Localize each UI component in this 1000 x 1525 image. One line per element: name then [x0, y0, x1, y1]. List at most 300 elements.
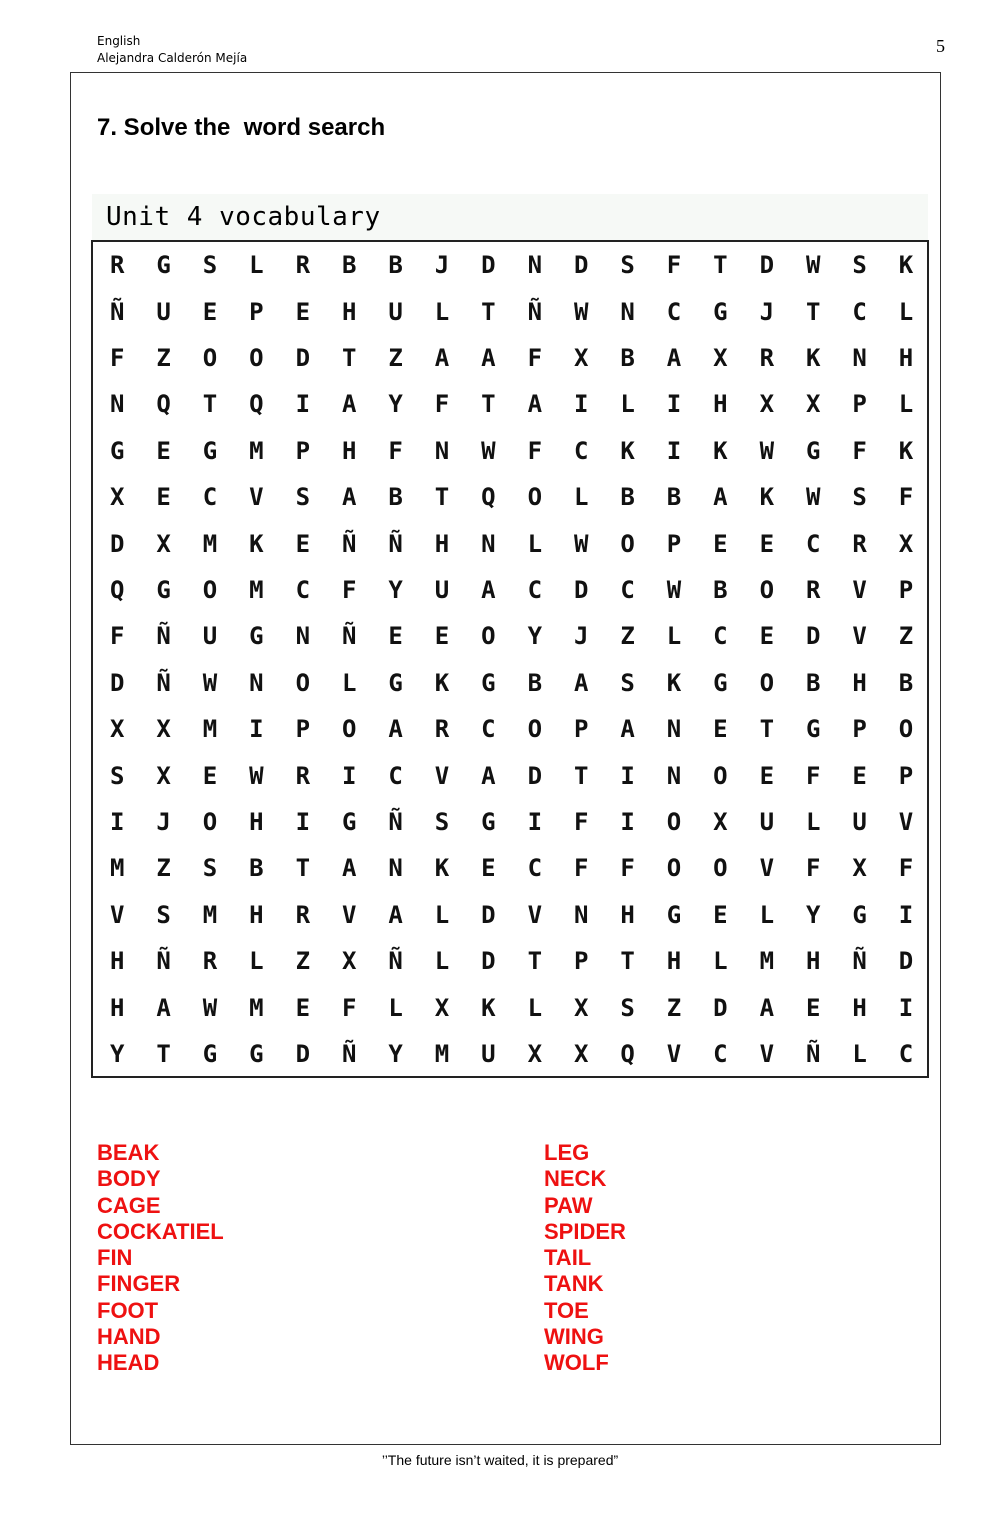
grid-letter[interactable]: Ñ — [109, 297, 125, 326]
grid-letter[interactable]: O — [713, 761, 728, 790]
grid-letter[interactable]: F — [805, 854, 821, 883]
grid-letter[interactable]: F — [341, 575, 357, 604]
grid-letter[interactable]: T — [620, 947, 635, 976]
grid-letter[interactable]: T — [341, 343, 357, 372]
grid-letter[interactable]: W — [202, 668, 218, 697]
grid-letter[interactable]: B — [620, 483, 635, 512]
grid-letter[interactable]: Ñ — [156, 947, 171, 976]
grid-letter[interactable]: V — [249, 483, 264, 512]
grid-letter[interactable]: D — [481, 947, 496, 976]
grid-letter[interactable]: R — [434, 715, 450, 744]
grid-letter[interactable]: F — [341, 993, 357, 1022]
grid-letter[interactable]: V — [898, 807, 914, 836]
grid-letter[interactable]: Q — [249, 390, 264, 419]
grid-letter[interactable]: V — [759, 854, 775, 883]
grid-letter[interactable]: X — [713, 343, 728, 372]
grid-letter[interactable]: L — [573, 483, 589, 512]
grid-letter[interactable]: N — [295, 622, 311, 651]
grid-letter[interactable]: M — [249, 993, 264, 1022]
grid-letter[interactable]: F — [898, 854, 914, 883]
grid-letter[interactable]: D — [805, 622, 821, 651]
grid-letter[interactable]: R — [759, 343, 775, 372]
grid-letter[interactable]: T — [481, 390, 496, 419]
grid-letter[interactable]: X — [573, 343, 589, 372]
grid-letter[interactable]: X — [852, 854, 867, 883]
grid-letter[interactable]: E — [295, 529, 311, 558]
grid-letter[interactable]: L — [898, 297, 914, 326]
grid-letter[interactable]: G — [202, 436, 218, 465]
grid-letter[interactable]: Q — [481, 483, 496, 512]
grid-letter[interactable]: S — [852, 483, 867, 512]
grid-letter[interactable]: H — [341, 297, 357, 326]
grid-letter[interactable]: V — [109, 900, 125, 929]
grid-letter[interactable]: X — [109, 483, 125, 512]
grid-letter[interactable]: D — [759, 251, 775, 280]
grid-letter[interactable]: G — [202, 1039, 218, 1068]
grid-letter[interactable]: Q — [156, 390, 171, 419]
grid-letter[interactable]: M — [249, 575, 264, 604]
grid-letter[interactable]: E — [295, 297, 311, 326]
grid-letter[interactable]: X — [156, 715, 171, 744]
grid-letter[interactable]: P — [249, 297, 264, 326]
grid-letter[interactable]: E — [202, 297, 218, 326]
grid-letter[interactable]: L — [666, 622, 682, 651]
grid-letter[interactable]: X — [156, 761, 171, 790]
grid-letter[interactable]: L — [713, 947, 728, 976]
grid-letter[interactable]: D — [573, 251, 589, 280]
grid-letter[interactable]: A — [434, 343, 450, 372]
grid-letter[interactable]: N — [573, 900, 589, 929]
grid-letter[interactable]: P — [898, 575, 914, 604]
grid-letter[interactable]: H — [620, 900, 635, 929]
grid-letter[interactable]: A — [341, 854, 357, 883]
grid-letter[interactable]: O — [759, 668, 775, 697]
grid-letter[interactable]: S — [202, 854, 218, 883]
grid-letter[interactable]: B — [527, 668, 543, 697]
grid-letter[interactable]: O — [202, 343, 218, 372]
grid-letter[interactable]: X — [341, 947, 357, 976]
grid-letter[interactable]: F — [852, 436, 867, 465]
grid-letter[interactable]: Ñ — [341, 1039, 357, 1068]
grid-letter[interactable]: G — [852, 900, 867, 929]
grid-letter[interactable]: Ñ — [805, 1039, 821, 1068]
grid-letter[interactable]: P — [573, 947, 589, 976]
grid-letter[interactable]: P — [573, 715, 589, 744]
grid-letter[interactable]: N — [388, 854, 403, 883]
grid-letter[interactable]: T — [527, 947, 543, 976]
grid-letter[interactable]: Ñ — [156, 622, 171, 651]
grid-letter[interactable]: X — [573, 993, 589, 1022]
grid-letter[interactable]: W — [481, 436, 496, 465]
grid-letter[interactable]: C — [852, 297, 867, 326]
grid-letter[interactable]: I — [620, 807, 635, 836]
grid-letter[interactable]: N — [666, 715, 682, 744]
grid-letter[interactable]: O — [527, 483, 543, 512]
grid-letter[interactable]: T — [805, 297, 821, 326]
grid-letter[interactable]: H — [249, 900, 264, 929]
grid-letter[interactable]: Y — [805, 900, 821, 929]
grid-letter[interactable]: E — [759, 529, 775, 558]
grid-letter[interactable]: O — [666, 854, 682, 883]
grid-letter[interactable]: A — [156, 993, 171, 1022]
grid-letter[interactable]: B — [620, 343, 635, 372]
grid-letter[interactable]: V — [852, 622, 867, 651]
grid-letter[interactable]: T — [156, 1039, 171, 1068]
grid-letter[interactable]: C — [713, 1039, 728, 1068]
grid-letter[interactable]: C — [620, 575, 635, 604]
grid-letter[interactable]: C — [481, 715, 496, 744]
grid-letter[interactable]: P — [295, 715, 311, 744]
grid-letter[interactable]: S — [620, 668, 635, 697]
grid-letter[interactable]: C — [527, 575, 543, 604]
grid-letter[interactable]: Ñ — [388, 807, 403, 836]
grid-letter[interactable]: F — [620, 854, 635, 883]
grid-letter[interactable]: C — [295, 575, 311, 604]
grid-letter[interactable]: N — [434, 436, 450, 465]
grid-letter[interactable]: A — [620, 715, 635, 744]
grid-letter[interactable]: A — [481, 761, 496, 790]
grid-letter[interactable]: F — [805, 761, 821, 790]
grid-letter[interactable]: E — [156, 483, 171, 512]
grid-letter[interactable]: C — [713, 622, 728, 651]
grid-letter[interactable]: H — [898, 343, 914, 372]
grid-letter[interactable]: N — [527, 251, 543, 280]
grid-letter[interactable]: V — [341, 900, 357, 929]
grid-letter[interactable]: H — [852, 668, 867, 697]
grid-letter[interactable]: F — [527, 343, 543, 372]
grid-letter[interactable]: G — [805, 436, 821, 465]
grid-letter[interactable]: G — [156, 575, 171, 604]
grid-letter[interactable]: Z — [295, 947, 311, 976]
grid-letter[interactable]: I — [666, 436, 682, 465]
grid-letter[interactable]: E — [713, 529, 728, 558]
grid-letter[interactable]: L — [527, 993, 543, 1022]
grid-letter[interactable]: K — [249, 529, 264, 558]
grid-letter[interactable]: B — [666, 483, 682, 512]
grid-letter[interactable]: D — [527, 761, 543, 790]
grid-letter[interactable]: T — [295, 854, 311, 883]
grid-letter[interactable]: Z — [898, 622, 914, 651]
grid-letter[interactable]: E — [202, 761, 218, 790]
grid-letter[interactable]: S — [620, 251, 635, 280]
grid-letter[interactable]: H — [109, 947, 125, 976]
grid-letter[interactable]: E — [805, 993, 821, 1022]
grid-letter[interactable]: U — [202, 622, 218, 651]
grid-letter[interactable]: E — [852, 761, 867, 790]
grid-letter[interactable]: G — [388, 668, 403, 697]
grid-letter[interactable]: T — [713, 251, 728, 280]
grid-letter[interactable]: K — [481, 993, 496, 1022]
grid-letter[interactable]: R — [109, 251, 125, 280]
grid-letter[interactable]: A — [481, 343, 496, 372]
grid-letter[interactable]: W — [666, 575, 682, 604]
grid-letter[interactable]: I — [898, 993, 914, 1022]
grid-letter[interactable]: N — [481, 529, 496, 558]
grid-letter[interactable]: W — [759, 436, 775, 465]
grid-letter[interactable]: N — [249, 668, 264, 697]
grid-letter[interactable]: X — [156, 529, 171, 558]
grid-letter[interactable]: H — [805, 947, 821, 976]
grid-letter[interactable]: M — [202, 529, 218, 558]
grid-letter[interactable]: O — [202, 807, 218, 836]
grid-letter[interactable]: L — [249, 251, 264, 280]
grid-letter[interactable]: A — [759, 993, 775, 1022]
grid-letter[interactable]: D — [898, 947, 914, 976]
grid-letter[interactable]: K — [759, 483, 775, 512]
grid-letter[interactable]: G — [805, 715, 821, 744]
grid-letter[interactable]: B — [249, 854, 264, 883]
grid-letter[interactable]: N — [666, 761, 682, 790]
grid-letter[interactable]: N — [852, 343, 867, 372]
grid-letter[interactable]: L — [388, 993, 403, 1022]
grid-letter[interactable]: G — [341, 807, 357, 836]
grid-letter[interactable]: F — [573, 807, 589, 836]
grid-letter[interactable]: R — [295, 251, 311, 280]
grid-letter[interactable]: T — [573, 761, 589, 790]
grid-letter[interactable]: U — [156, 297, 171, 326]
grid-letter[interactable]: F — [109, 343, 125, 372]
grid-letter[interactable]: L — [341, 668, 357, 697]
grid-letter[interactable]: X — [898, 529, 914, 558]
grid-letter[interactable]: V — [527, 900, 543, 929]
grid-letter[interactable]: Y — [388, 575, 403, 604]
grid-letter[interactable]: H — [109, 993, 125, 1022]
grid-letter[interactable]: E — [434, 622, 450, 651]
grid-letter[interactable]: G — [481, 807, 496, 836]
grid-letter[interactable]: N — [620, 297, 635, 326]
grid-letter[interactable]: B — [388, 483, 403, 512]
grid-letter[interactable]: L — [249, 947, 264, 976]
grid-letter[interactable]: O — [759, 575, 775, 604]
grid-letter[interactable]: P — [666, 529, 682, 558]
grid-letter[interactable]: L — [852, 1039, 867, 1068]
grid-letter[interactable]: Ñ — [527, 297, 543, 326]
grid-letter[interactable]: D — [713, 993, 728, 1022]
grid-letter[interactable]: C — [527, 854, 543, 883]
grid-letter[interactable]: I — [109, 807, 125, 836]
grid-letter[interactable]: D — [295, 343, 311, 372]
grid-letter[interactable]: E — [713, 715, 728, 744]
grid-letter[interactable]: E — [156, 436, 171, 465]
grid-letter[interactable]: X — [109, 715, 125, 744]
grid-letter[interactable]: E — [295, 993, 311, 1022]
grid-letter[interactable]: O — [713, 854, 728, 883]
grid-letter[interactable]: Ñ — [341, 622, 357, 651]
grid-letter[interactable]: T — [759, 715, 775, 744]
grid-letter[interactable]: I — [341, 761, 357, 790]
grid-letter[interactable]: B — [388, 251, 403, 280]
grid-letter[interactable]: K — [434, 668, 450, 697]
grid-letter[interactable]: C — [202, 483, 218, 512]
grid-letter[interactable]: G — [249, 622, 264, 651]
grid-letter[interactable]: G — [109, 436, 125, 465]
grid-letter[interactable]: D — [109, 529, 125, 558]
grid-letter[interactable]: U — [481, 1039, 496, 1068]
grid-letter[interactable]: E — [481, 854, 496, 883]
grid-letter[interactable]: L — [434, 297, 450, 326]
grid-letter[interactable]: I — [898, 900, 914, 929]
grid-letter[interactable]: O — [295, 668, 311, 697]
grid-letter[interactable]: R — [805, 575, 821, 604]
grid-letter[interactable]: R — [295, 761, 311, 790]
grid-letter[interactable]: A — [666, 343, 682, 372]
grid-letter[interactable]: W — [573, 529, 589, 558]
grid-letter[interactable]: A — [573, 668, 589, 697]
grid-letter[interactable]: F — [898, 483, 914, 512]
grid-letter[interactable]: V — [852, 575, 867, 604]
grid-letter[interactable]: A — [388, 900, 403, 929]
grid-letter[interactable]: B — [341, 251, 357, 280]
grid-letter[interactable]: U — [852, 807, 867, 836]
grid-letter[interactable]: F — [666, 251, 682, 280]
grid-letter[interactable]: O — [898, 715, 914, 744]
grid-letter[interactable]: E — [759, 761, 775, 790]
grid-letter[interactable]: G — [481, 668, 496, 697]
grid-letter[interactable]: Y — [388, 390, 403, 419]
grid-letter[interactable]: N — [109, 390, 125, 419]
grid-letter[interactable]: Ñ — [388, 529, 403, 558]
grid-letter[interactable]: O — [481, 622, 496, 651]
grid-letter[interactable]: O — [249, 343, 264, 372]
grid-letter[interactable]: J — [573, 622, 589, 651]
grid-letter[interactable]: F — [388, 436, 403, 465]
grid-letter[interactable]: I — [527, 807, 543, 836]
grid-letter[interactable]: T — [434, 483, 450, 512]
grid-letter[interactable]: M — [202, 900, 218, 929]
grid-letter[interactable]: M — [109, 854, 125, 883]
grid-letter[interactable]: K — [620, 436, 635, 465]
grid-letter[interactable]: F — [434, 390, 450, 419]
grid-letter[interactable]: Q — [109, 575, 125, 604]
grid-letter[interactable]: P — [295, 436, 311, 465]
grid-letter[interactable]: K — [666, 668, 682, 697]
grid-letter[interactable]: S — [434, 807, 450, 836]
grid-letter[interactable]: D — [109, 668, 125, 697]
grid-letter[interactable]: Ñ — [852, 947, 867, 976]
grid-letter[interactable]: U — [434, 575, 450, 604]
grid-letter[interactable]: P — [852, 715, 867, 744]
grid-letter[interactable]: J — [759, 297, 775, 326]
grid-letter[interactable]: X — [434, 993, 450, 1022]
grid-letter[interactable]: A — [713, 483, 728, 512]
grid-letter[interactable]: E — [713, 900, 728, 929]
grid-letter[interactable]: R — [202, 947, 218, 976]
grid-letter[interactable]: A — [481, 575, 496, 604]
grid-letter[interactable]: W — [805, 483, 821, 512]
grid-letter[interactable]: H — [852, 993, 867, 1022]
grid-letter[interactable]: M — [759, 947, 775, 976]
grid-letter[interactable]: Y — [388, 1039, 403, 1068]
grid-letter[interactable]: H — [434, 529, 450, 558]
grid-letter[interactable]: M — [434, 1039, 450, 1068]
grid-letter[interactable]: W — [249, 761, 264, 790]
grid-letter[interactable]: H — [249, 807, 264, 836]
grid-letter[interactable]: F — [573, 854, 589, 883]
grid-letter[interactable]: H — [713, 390, 728, 419]
grid-letter[interactable]: Ñ — [388, 947, 403, 976]
grid-letter[interactable]: X — [759, 390, 775, 419]
grid-letter[interactable]: Ñ — [341, 529, 357, 558]
grid-letter[interactable]: Z — [388, 343, 403, 372]
grid-letter[interactable]: K — [434, 854, 450, 883]
grid-letter[interactable]: Z — [156, 854, 171, 883]
grid-letter[interactable]: L — [759, 900, 775, 929]
grid-letter[interactable]: X — [527, 1039, 543, 1068]
grid-letter[interactable]: S — [202, 251, 218, 280]
grid-letter[interactable]: V — [434, 761, 450, 790]
grid-letter[interactable]: C — [666, 297, 682, 326]
grid-letter[interactable]: O — [341, 715, 357, 744]
grid-letter[interactable]: G — [713, 668, 728, 697]
grid-letter[interactable]: E — [388, 622, 403, 651]
grid-letter[interactable]: Q — [620, 1039, 635, 1068]
grid-letter[interactable]: A — [527, 390, 543, 419]
grid-letter[interactable]: C — [898, 1039, 914, 1068]
grid-letter[interactable]: R — [852, 529, 867, 558]
grid-letter[interactable]: B — [713, 575, 728, 604]
grid-letter[interactable]: L — [434, 900, 450, 929]
grid-letter[interactable]: D — [481, 900, 496, 929]
grid-letter[interactable]: R — [295, 900, 311, 929]
grid-letter[interactable]: U — [388, 297, 403, 326]
grid-letter[interactable]: K — [713, 436, 728, 465]
grid-letter[interactable]: B — [805, 668, 821, 697]
grid-letter[interactable]: U — [759, 807, 775, 836]
grid-letter[interactable]: X — [805, 390, 821, 419]
grid-letter[interactable]: I — [573, 390, 589, 419]
grid-letter[interactable]: I — [666, 390, 682, 419]
grid-letter[interactable]: Z — [666, 993, 682, 1022]
grid-letter[interactable]: P — [898, 761, 914, 790]
grid-letter[interactable]: L — [527, 529, 543, 558]
grid-letter[interactable]: A — [341, 483, 357, 512]
grid-letter[interactable]: K — [898, 251, 914, 280]
grid-letter[interactable]: K — [805, 343, 821, 372]
grid-letter[interactable]: I — [295, 390, 311, 419]
grid-letter[interactable]: S — [852, 251, 867, 280]
grid-letter[interactable]: B — [898, 668, 914, 697]
grid-letter[interactable]: T — [202, 390, 218, 419]
grid-letter[interactable]: Ñ — [156, 668, 171, 697]
grid-letter[interactable]: L — [434, 947, 450, 976]
grid-letter[interactable]: X — [713, 807, 728, 836]
grid-letter[interactable]: G — [713, 297, 728, 326]
grid-letter[interactable]: V — [666, 1039, 682, 1068]
grid-letter[interactable]: H — [341, 436, 357, 465]
grid-letter[interactable]: F — [527, 436, 543, 465]
grid-letter[interactable]: M — [249, 436, 264, 465]
grid-letter[interactable]: P — [852, 390, 867, 419]
grid-letter[interactable]: L — [620, 390, 635, 419]
grid-letter[interactable]: A — [388, 715, 403, 744]
grid-letter[interactable]: G — [156, 251, 171, 280]
grid-letter[interactable]: O — [666, 807, 682, 836]
grid-letter[interactable]: Z — [156, 343, 171, 372]
grid-letter[interactable]: Y — [109, 1039, 125, 1068]
grid-letter[interactable]: C — [805, 529, 821, 558]
grid-letter[interactable]: X — [573, 1039, 589, 1068]
grid-letter[interactable]: J — [434, 251, 450, 280]
grid-letter[interactable]: Y — [527, 622, 543, 651]
grid-letter[interactable]: D — [295, 1039, 311, 1068]
grid-letter[interactable]: S — [156, 900, 171, 929]
grid-letter[interactable]: O — [620, 529, 635, 558]
grid-letter[interactable]: I — [620, 761, 635, 790]
grid-letter[interactable]: M — [202, 715, 218, 744]
grid-letter[interactable]: S — [109, 761, 125, 790]
grid-letter[interactable]: I — [295, 807, 311, 836]
grid-letter[interactable]: Z — [620, 622, 635, 651]
